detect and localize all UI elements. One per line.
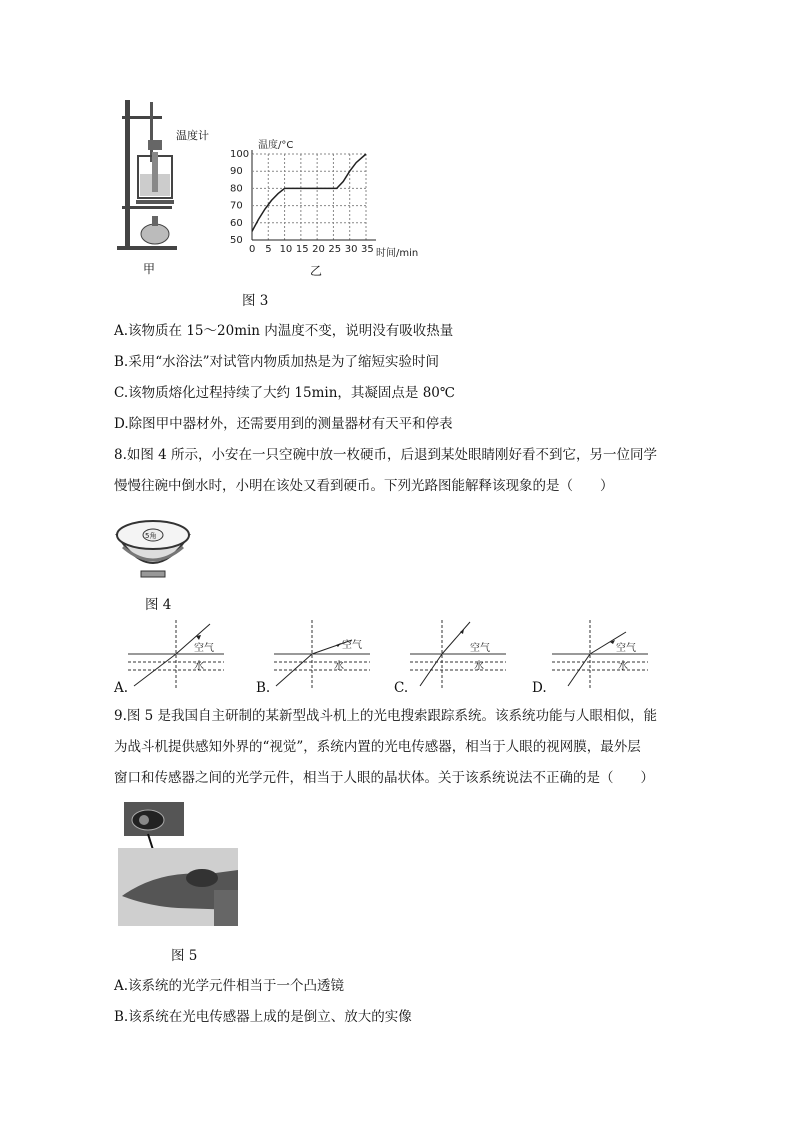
thermometer-label: 温度计 [176, 129, 209, 142]
figure3-chart [228, 136, 428, 260]
y-tick-label: 50 [230, 235, 243, 246]
diagram-c-water: 水 [474, 661, 484, 672]
diagram-d [550, 618, 650, 690]
diagram-b-option: B. [256, 680, 271, 696]
y-tick-label: 60 [230, 217, 243, 229]
apparatus-label: 甲 [143, 262, 156, 276]
chart-line [252, 154, 366, 231]
q9-line3: 窗口和传感器之间的光学元件，相当于人眼的晶状体。关于该系统说法不正确的是（ ） [114, 770, 654, 786]
x-tick-label: 30 [344, 244, 358, 255]
diagram-c-air: 空气 [470, 643, 490, 654]
y-tick-label: 90 [230, 166, 243, 178]
diagram-a-air: 空气 [194, 643, 214, 654]
y-tick-label: 100 [230, 149, 250, 160]
figure4-caption: 图 4 [145, 597, 172, 613]
q9-option-b: B.该系统在光电传感器上成的是倒立、放大的实像 [114, 1009, 412, 1025]
diagram-a-option: A. [114, 680, 129, 696]
y-tick-label: 80 [230, 183, 243, 195]
x-tick-label: 15 [295, 244, 309, 255]
diagram-d-air: 空气 [616, 643, 636, 654]
chart-graph-label: 乙 [310, 264, 323, 278]
diagram-d-option: D. [532, 680, 547, 696]
q8-line1: 8.如图 4 所示，小安在一只空碗中放一枚硬币，后退到某处眼睛刚好看不到它，另一位同学 [114, 447, 658, 463]
q9-line2: 为战斗机提供感知外界的“视觉”，系统内置的光电传感器，相当于人眼的视网膜，最外层 [114, 739, 641, 755]
figure3-caption: 图 3 [242, 293, 269, 309]
diagram-a-water: 水 [194, 661, 204, 672]
x-tick-label: 10 [279, 244, 293, 255]
x-tick-label: 0 [249, 244, 256, 255]
diagram-b [272, 618, 372, 690]
figure5-caption: 图 5 [171, 948, 198, 964]
bowl-illustration [113, 515, 193, 581]
chart-ylabel: 温度/°C [258, 140, 294, 151]
q8-line2: 慢慢往碗中倒水时，小明在该处又看到硬币。下列光路图能解释该现象的是（ ） [114, 478, 614, 494]
q9-line1: 9.图 5 是我国自主研制的某新型战斗机上的光电搜索跟踪系统。该系统功能与人眼相似，能 [114, 708, 658, 724]
fighter-jet-photo [118, 800, 238, 928]
diagram-d-water: 水 [618, 661, 628, 672]
diagram-b-air: 空气 [342, 640, 362, 651]
chart-xlabel: 时间/min [376, 248, 419, 259]
x-tick-label: 5 [265, 244, 272, 255]
y-tick-label: 70 [230, 200, 243, 212]
x-tick-label: 25 [328, 244, 342, 255]
q7-option-d: D.除图甲中器材外，还需要用到的测量器材有天平和停表 [114, 416, 453, 432]
diagram-c [408, 618, 508, 690]
x-tick-label: 20 [312, 244, 325, 255]
diagram-b-water: 水 [334, 661, 344, 672]
diagram-a [126, 618, 226, 690]
q7-option-a: A.该物质在 15～20min 内温度不变，说明没有吸收热量 [114, 323, 454, 339]
figure3-apparatus [112, 96, 222, 256]
q7-option-c: C.该物质熔化过程持续了大约 15min，其凝固点是 80℃ [114, 385, 455, 401]
q9-option-a: A.该系统的光学元件相当于一个凸透镜 [114, 978, 345, 994]
coin-label: 5角 [145, 532, 157, 540]
diagram-c-option: C. [394, 680, 409, 696]
q7-option-b: B.采用“水浴法”对试管内物质加热是为了缩短实验时间 [114, 354, 440, 370]
x-tick-label: 35 [361, 244, 374, 255]
